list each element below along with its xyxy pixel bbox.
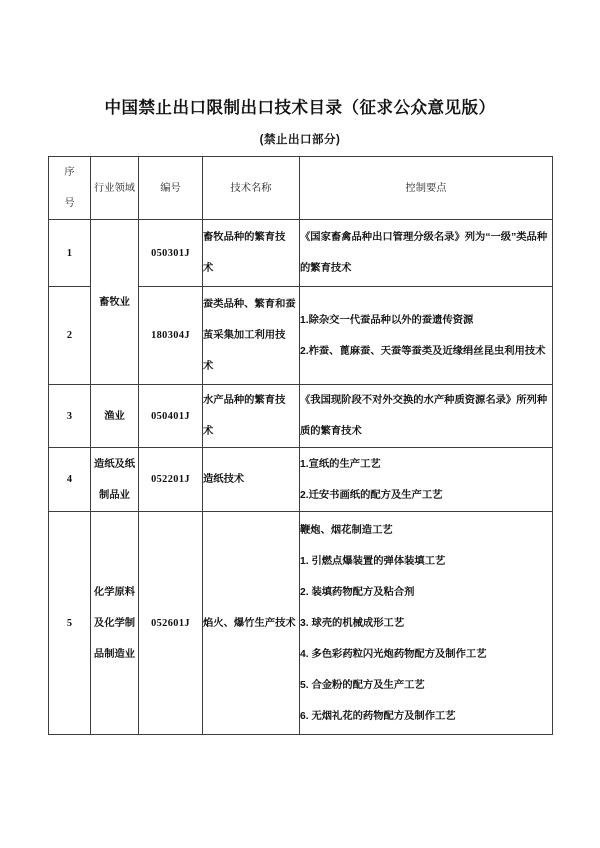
- header-cell-seq: [49, 157, 91, 220]
- text-line: 术: [203, 426, 214, 437]
- row5-industry-cell: [91, 512, 139, 735]
- row1-control-cell: [300, 220, 553, 287]
- text-line: 造纸及纸: [93, 458, 136, 470]
- page-subtitle: (禁止出口部分): [259, 134, 341, 146]
- row2-code-cell: 180304J: [139, 287, 203, 385]
- row2-name-cell: [203, 287, 300, 385]
- text-line: 6. 无烟礼花的药物配方及制作工艺: [300, 710, 456, 722]
- text-line: 2.迁安书画纸的配方及生产工艺: [300, 489, 443, 501]
- row2-control-cell: [300, 287, 553, 385]
- text-line: 质的繁育技术: [300, 426, 362, 437]
- row4-name-cell: [203, 448, 300, 512]
- header-cell-code: 编号: [139, 157, 203, 220]
- row5-name-cell: [203, 512, 300, 735]
- text-line: 术: [203, 361, 214, 372]
- text-line: 《国家畜禽品种出口管理分级名录》列为“一级”类品种: [300, 232, 548, 243]
- text-line: 畜牧品种的繁育技: [203, 232, 286, 243]
- row1-seq-cell: 1: [49, 220, 91, 287]
- text-line: 造纸技术: [203, 474, 245, 485]
- row3-code-cell: 050401J: [139, 385, 203, 448]
- header-cell-control: 控制要点: [300, 157, 553, 220]
- row5-control-cell: [300, 512, 553, 735]
- row1-industry-cell: [91, 220, 139, 385]
- row4-seq-cell: 4: [49, 448, 91, 512]
- text-line: 鞭炮、烟花制造工艺: [300, 524, 393, 536]
- table-row: [49, 512, 553, 735]
- text-line: 及化学制: [93, 617, 136, 629]
- row3-industry-cell: [91, 385, 139, 448]
- text-line: 蚕类品种、繁育和蚕: [203, 299, 296, 310]
- text-line: 1. 引燃点爆装置的弹体装填工艺: [300, 555, 446, 567]
- row3-control-cell: [300, 385, 553, 448]
- text-line: 2. 装填药物配方及粘合剂: [300, 586, 415, 598]
- row1-code-cell: 050301J: [139, 220, 203, 287]
- header-cell-industry: 行业领域: [91, 157, 139, 220]
- header-seq-label: 序号: [64, 167, 75, 209]
- text-line: 化学原料: [93, 586, 136, 598]
- text-line: 水产品种的繁育技: [203, 395, 286, 406]
- text-line: 品制造业: [93, 648, 136, 660]
- text-line: 制品业: [99, 489, 130, 501]
- text-line: 《我国现阶段不对外交换的水产种质资源名录》所列种: [300, 395, 548, 406]
- text-line: 5. 合金粉的配方及生产工艺: [300, 679, 425, 691]
- row3-name-cell: [203, 385, 300, 448]
- text-line: 术: [203, 263, 214, 274]
- row1-name-cell: [203, 220, 300, 287]
- table-row: [49, 448, 553, 512]
- text-line: 1.除杂交一代蚕品种以外的蚕遗传资源: [300, 314, 474, 326]
- text-line: 2.柞蚕、蓖麻蚕、天蚕等蚕类及近缘绢丝昆虫利用技术: [300, 345, 546, 357]
- row4-code-cell: 052201J: [139, 448, 203, 512]
- row4-industry-cell: [91, 448, 139, 512]
- text-line: 畜牧业: [99, 296, 130, 308]
- text-line: 焰火、爆竹生产技术: [203, 617, 296, 629]
- text-line: 的繁育技术: [300, 263, 352, 274]
- table-row: [49, 385, 553, 448]
- header-cell-name: 技术名称: [203, 157, 300, 220]
- text-line: 1.宣纸的生产工艺: [300, 458, 381, 470]
- row4-control-cell: [300, 448, 553, 512]
- text-line: 渔业: [104, 410, 125, 422]
- row5-seq-cell: 5: [49, 512, 91, 735]
- text-line: 4. 多色彩药粒闪光炮药物配方及制作工艺: [300, 648, 487, 660]
- text-line: 茧采集加工利用技: [203, 330, 286, 341]
- row3-seq-cell: 3: [49, 385, 91, 448]
- technology-catalog-table: [48, 156, 553, 735]
- header-row: [49, 157, 553, 220]
- row5-code-cell: 052601J: [139, 512, 203, 735]
- row2-seq-cell: 2: [49, 287, 91, 385]
- table-row: [49, 220, 553, 287]
- text-line: 3. 球壳的机械成形工艺: [300, 617, 405, 629]
- page-title: 中国禁止出口限制出口技术目录（征求公众意见版）: [104, 99, 496, 117]
